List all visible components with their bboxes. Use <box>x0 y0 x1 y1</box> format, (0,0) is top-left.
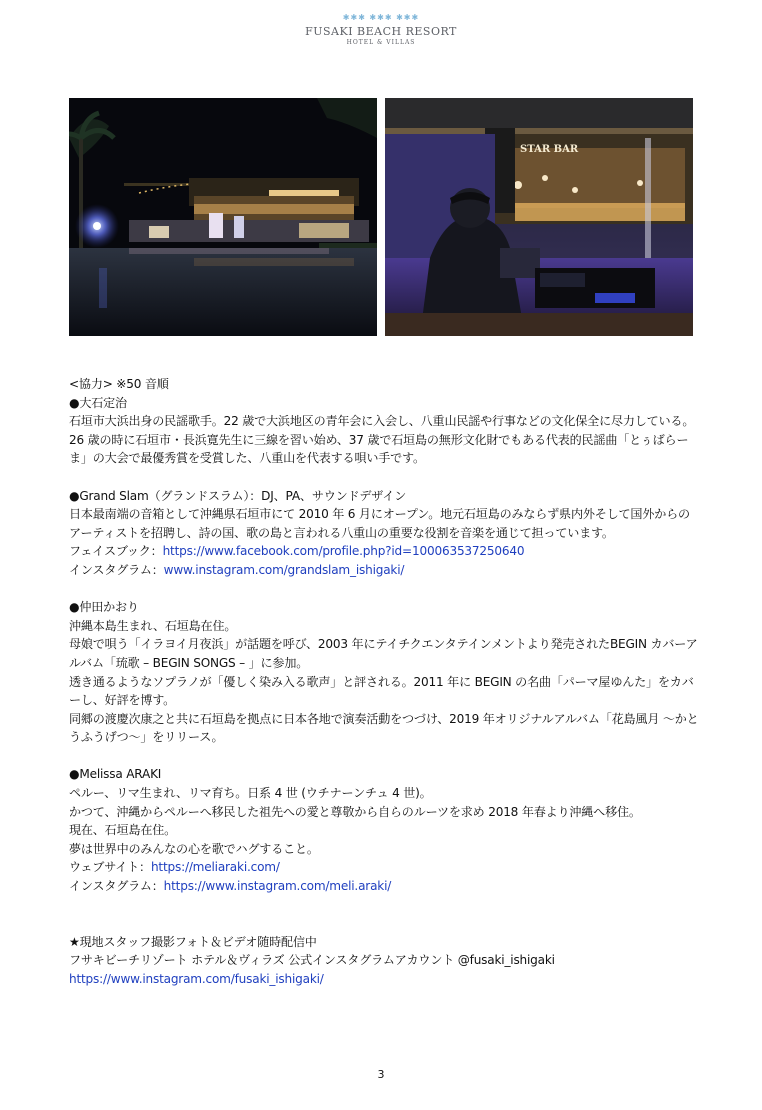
staff-url-line <box>69 970 699 989</box>
instagram-label: インスタグラム： <box>69 879 164 894</box>
nakada-name: ●仲田かおり <box>69 600 139 615</box>
website-label: ウェブサイト： <box>69 860 151 875</box>
resort-logo <box>0 14 762 46</box>
melissa-website-line <box>69 858 699 877</box>
melissa-line: 夢は世界中のみんなの心を歌でハグすること。 <box>69 841 319 856</box>
facebook-link[interactable]: https://www.facebook.com/profile.php?id=100063537250640 <box>162 544 525 559</box>
instagram-label: インスタグラム： <box>69 562 164 577</box>
fusaki-instagram-link[interactable]: https://www.instagram.com/fusaki_ishigaki/ <box>69 971 324 986</box>
grandslam-instagram-line <box>69 561 699 580</box>
grandslam-instagram-link[interactable]: www.instagram.com/grandslam_ishigaki/ <box>163 562 405 577</box>
credits-heading: <協力> ※50 音順 <box>69 377 169 391</box>
melissa-website-link[interactable]: https://meliaraki.com/ <box>150 860 280 875</box>
melissa-instagram-line <box>69 877 699 896</box>
oishi-name: ●大石定治 <box>69 395 127 410</box>
nakada-line: 沖縄本島生まれ、石垣島在住。 <box>69 618 237 633</box>
facebook-label: フェイスブック： <box>69 544 163 559</box>
credits-section <box>69 375 699 988</box>
logo-stars-icon: ✱✱✱ ✱✱✱ ✱✱✱ <box>342 13 420 22</box>
grandslam-facebook-line <box>69 542 699 561</box>
melissa-line: 現在、石垣島在住。 <box>69 823 177 838</box>
nakada-line: 母娘で唄う「イラヨイ月夜浜」が話題を呼び、2003 年にテイチクエンタテインメントより発売されたBEGIN カバーアルバム「琉歌 – BEGIN SONGS – 」に参加。 <box>69 637 698 670</box>
nakada-line: 透き通るようなソプラノが「優しく染み入る歌声」と評される。2011 年に BEGIN の名曲「パーマ屋ゆんた」をカバーし、好評を博す。 <box>69 674 694 708</box>
star-bar-sign: STAR BAR <box>520 144 579 155</box>
grandslam-bio: 日本最南端の音箱として沖縄県石垣市にて 2010 年 6 月にオープン。地元石垣島のみならず県内外そして国外からのアーティストを招聘し、詩の国、歌の島と言われる八重山の重要な役割を音楽を通じて担っています。 <box>69 507 690 540</box>
staff-account: フサキビーチリゾート ホテル＆ヴィラズ 公式インスタグラムアカウント @fusaki_ishigaki <box>69 953 555 968</box>
grandslam-name: ●Grand Slam（グランドスラム）：DJ、PA、サウンドデザイン <box>69 488 407 503</box>
melissa-instagram-link[interactable]: https://www.instagram.com/meli.araki/ <box>163 879 392 894</box>
night-pool-photo <box>69 98 377 336</box>
melissa-line: ペルー、リマ生まれ、リマ育ち。日系 4 世 (ウチナーンチュ 4 世)。 <box>69 786 432 801</box>
dj-star-bar-photo <box>385 98 693 336</box>
oishi-bio: 石垣市大浜出身の民謡歌手。22 歳で大浜地区の青年会に入会し、八重山民謡や行事などの文化保全に尽力している。26 歳の時に石垣市・長浜寛先生に三線を習い始め、37 歳で石垣島の無形文化財でもある代表的民謡曲「とぅばらーま」の大会で最優秀賞を受賞した、八重山を代表する唄い手です。 <box>69 414 695 466</box>
brand-subtitle: HOTEL & VILLAS <box>346 39 416 46</box>
nakada-line: 同郷の渡慶次康之と共に石垣島を拠点に日本各地で演奏活動をつづけ、2019 年オリジナルアルバム「花島風月 ～かとうふうげつ～」をリリース。 <box>69 711 699 745</box>
melissa-name: ●Melissa ARAKI <box>69 767 162 782</box>
page-number: 3 <box>377 1068 385 1081</box>
staff-title: ★現地スタッフ撮影フォト＆ビデオ随時配信中 <box>69 934 317 949</box>
melissa-line: かつて、沖縄からペルーへ移民した祖先への愛と尊敬から自らのルーツを求め 2018 年春より沖縄へ移住。 <box>69 804 641 819</box>
brand-name: FUSAKI BEACH RESORT <box>305 25 457 38</box>
